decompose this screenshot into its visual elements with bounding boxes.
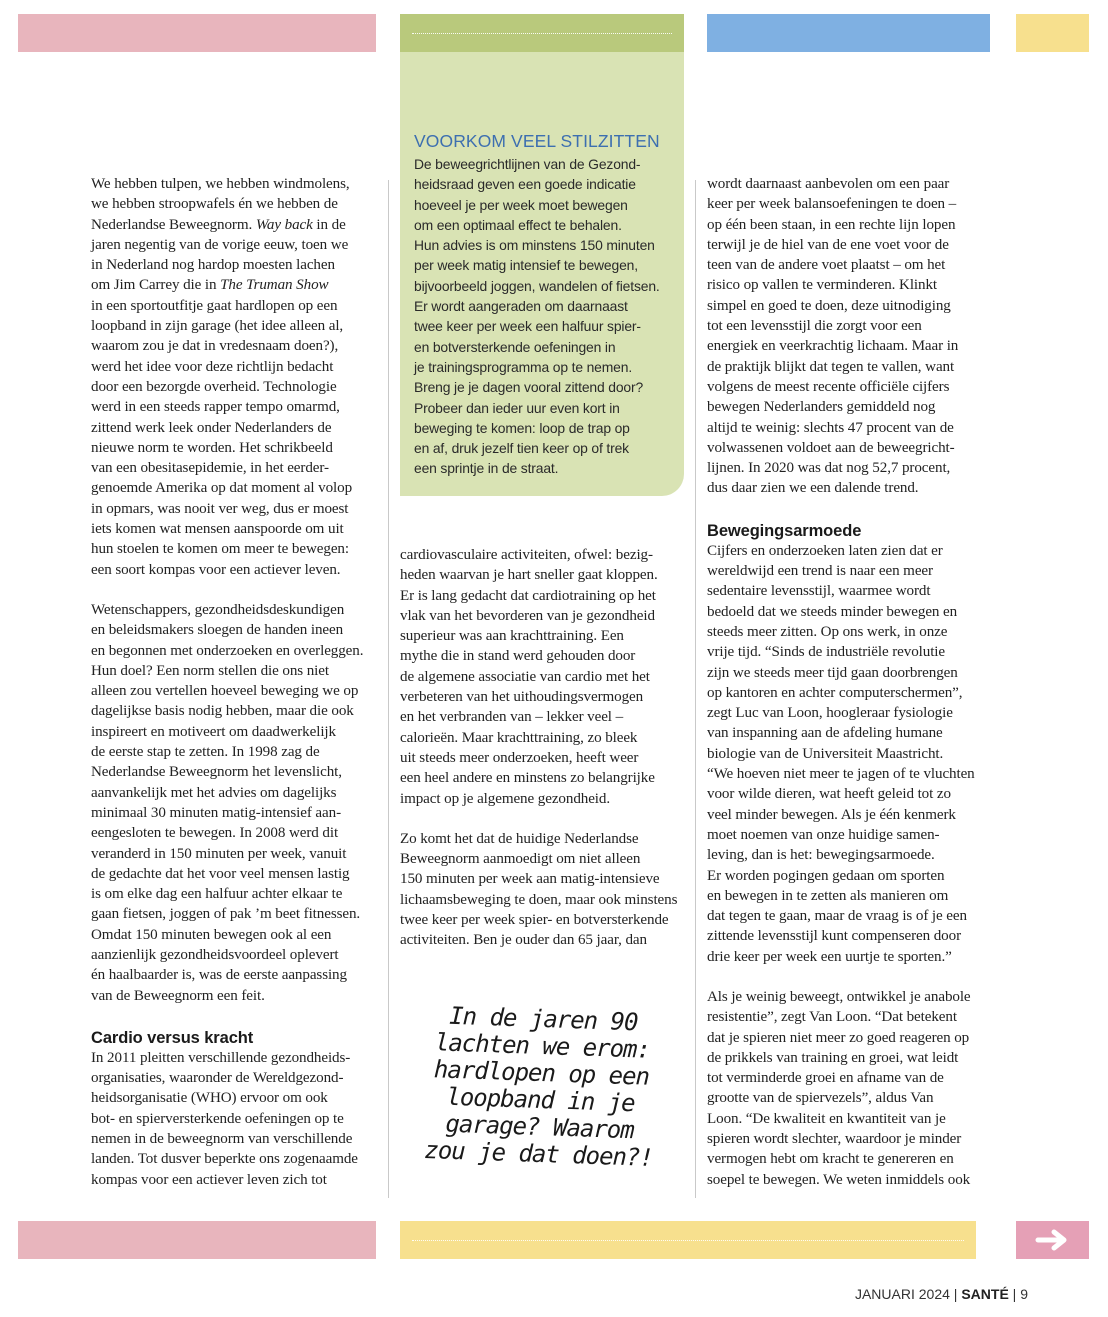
sidebar-title: VOORKOM VEEL STILZITTEN [414, 131, 660, 151]
column-3 [707, 174, 1007, 1190]
section-heading: Bewegingsarmoede [707, 521, 862, 540]
arrow-right-icon [1035, 1228, 1071, 1252]
sidebar-box-header [400, 14, 684, 52]
top-bar-blue [707, 14, 990, 52]
paragraph: Wetenschappers, gezondheidsdeskundigen en beleidsmakers sloegen de handen ineen en begonnen met onderzoeken en overleggen. Hun doel? Een norm stellen die ons niet alleen zou vertellen hoeveel beweging we op dagelijkse basis nodig hebben, maar die ook inspireert en motiveert om daadwerkelijk de eerste stap te zetten. In 1998 zag de Nederlandse Beweegnorm het levenslicht, aanvankelijk met het advies om dagelijks minimaal 30 minuten matig-intensief aan- eengesloten te bewegen. In 2008 werd dit veranderd in 150 minuten per week, vanuit de gedachte dat het voor veel mensen lastig is om elke dag een halfuur achter elkaar te gaan fietsen, joggen of pak ’m beet fitnessen. Omdat 150 minuten bewegen ook al een aanzienlijk gezondheidsvoordeel oplevert én haalbaarder is, was de eerste aanpassing van de Beweegnorm een feit. [91, 601, 364, 1004]
bottom-bar-pink [18, 1221, 376, 1259]
section-heading: Cardio versus kracht [91, 1028, 254, 1047]
issue-date: JANUARI 2024 [854, 1286, 950, 1302]
paragraph: wordt daarnaast aanbevolen om een paar keer per week balansoefeningen te doen – op één been staan, in een rechte lijn lopen terwijl je de hiel van de ene voet voor de teen van de andere voet plaatst – om het risico op vallen te verminderen. Klinkt simpel en goed te doen, deze uitnodiging tot een levensstijl die zorgt voor een energiek en veerkrachtig lichaam. Maar in de praktijk blijkt dat tegen te vallen, want volgens de meest recente officiële cijfers bewegen Nederlanders gemiddeld nog altijd te weinig: slechts 47 procent van de volwassenen voldoet aan de beweegricht- lijnen. In 2020 was dat nog 52,7 procent, dus daar zien we een dalende trend. [707, 176, 959, 497]
paragraph: Zo komt het dat de huidige Nederlandse Beweegnorm aanmoedigt om niet alleen 150 minuten per week aan matig-intensieve lichaamsbeweging te doen, maar ook minstens twee keer per week spier- en botversterkende activiteiten. Ben je ouder dan 65 jaar, dan [400, 830, 678, 949]
paragraph: Cijfers en onderzoeken laten zien dat er wereldwijd een trend is naar een meer sedentaire levensstijl, waarmee wordt bedoeld dat we steeds minder bewegen en steeds meer zitten. Op ons werk, in onze vrije tijd. “Sinds de industriële revolutie zijn we steeds meer tijd gaan doorbrengen op kantoren en achter computerschermen”, zegt Luc van Loon, hoogleraar fysiologie van inspanning aan de afdeling humane biologie van de Universiteit Maastricht. “We hoeven niet meer te jagen of te vluchten voor wilde dieren, wat heeft geleid tot zo veel minder bewegen. Als je één kenmerk moet noemen van onze huidige samen- leving, dan is het: bewegingsarmoede. Er worden pogingen gedaan om sporten en bewegen in te zetten als manieren om dat tegen te gaan, maar de vraag is of je een zittende levensstijl kunt compenseren door drie keer per week een uurtje te sporten.” [707, 542, 975, 965]
paragraph: cardiovasculaire activiteiten, ofwel: bezig- heden waarvan je hart sneller gaat kloppen. Er is lang gedacht dat cardiotraining op het vlak van het bevorderen van je gezondheid superieur was aan krachttraining. Een mythe die in stand werd gehouden door de algemene associatie van cardio met het verbeteren van het uithoudingsvermogen en het verbranden van – lekker veel – calorieën. Maar krachttraining, zo bleek uit steeds meer onderzoeken, heeft weer een heel andere en minstens zo belangrijke impact op je algemene gezondheid. [400, 547, 658, 807]
column-1 [91, 174, 391, 1190]
page-footer: JANUARI 2024 | SANTÉ | 9 [854, 1286, 1028, 1302]
top-bar-pink [18, 14, 376, 52]
handwritten-quote: In de jaren 90 lachten we erom: hardlopen op een loopband in je garage? Waarom zou je dat doen?! [423, 1001, 654, 1172]
top-bar-yellow [1016, 14, 1089, 52]
paragraph: In 2011 pleitten verschillende gezondheids- organisaties, waaronder de Wereldgezond- heidsorganisatie (WHO) ervoor om ook bot- en spierversterkende oefeningen op te nemen in de beweegnorm van verschillende landen. Tot dusver beperkte ons zogenaamde kompas voor een actiever leven zich tot [91, 1049, 358, 1188]
column-2 [400, 545, 700, 951]
page-number: 9 [1020, 1286, 1028, 1302]
paragraph: We hebben tulpen, we hebben windmolens, we hebben stroopwafels én we hebben de Nederlandse Beweegnorm. Way back in de jaren negentig van de vorige eeuw, toen we in Nederland nog hardop moesten lachen om Jim Carrey die in The Truman Show in een sportoutfitje gaat hardlopen op een loopband in zijn garage (het idee alleen al, waarom zou je dat in vredesnaam doen?), werd het idee voor deze richtlijn bedacht door een bezorgde overheid. Technologie werd in een steeds rapper tempo omarmd, zittend werk leek onder Nederlanders de nieuwe norm te worden. Het schrikbeeld van een obesitasepidemie, in het eerder- genoemde Amerika op dat moment al volop in opmars, was nooit ver weg, dus er moest iets komen wat mensen aanspoorde om uit hun stoelen te komen om meer te bewegen: een soort kompas voor een actiever leven. [91, 176, 353, 578]
bottom-bar-yellow [400, 1221, 976, 1259]
magazine-name: SANTÉ [961, 1286, 1009, 1302]
next-page-button[interactable] [1016, 1221, 1089, 1259]
sidebar-text: De beweegrichtlijnen van de Gezond- heidsraad geven een goede indicatie hoeveel je per week moet bewegen om een optimaal effect te behalen. Hun advies is om minstens 150 minuten per week matig intensief te bewegen, bijvoorbeeld joggen, wandelen of fietsen. Er wordt aangeraden om daarnaast twee keer per week een halfuur spier- en botversterkende oefeningen in je trainingsprogramma op te nemen. Breng je je dagen vooral zittend door? Probeer dan ieder uur even kort in beweging te komen: loop de trap op en af, druk jezelf tien keer op of trek een sprintje in de straat. [414, 156, 660, 477]
sidebar-box [400, 14, 684, 496]
paragraph: Als je weinig beweegt, ontwikkel je anabole resistentie”, zegt Van Loon. “Dat betekent dat je spieren niet meer zo goed reageren op de prikkels van training en groei, wat leidt tot verminderde groei en afname van de grootte van de spiervezels”, aldus Van Loon. “De kwaliteit en kwantiteit van je spieren wordt slechter, waardoor je minder vermogen hebt om kracht te genereren en soepel te bewegen. We weten inmiddels ook [707, 988, 971, 1188]
